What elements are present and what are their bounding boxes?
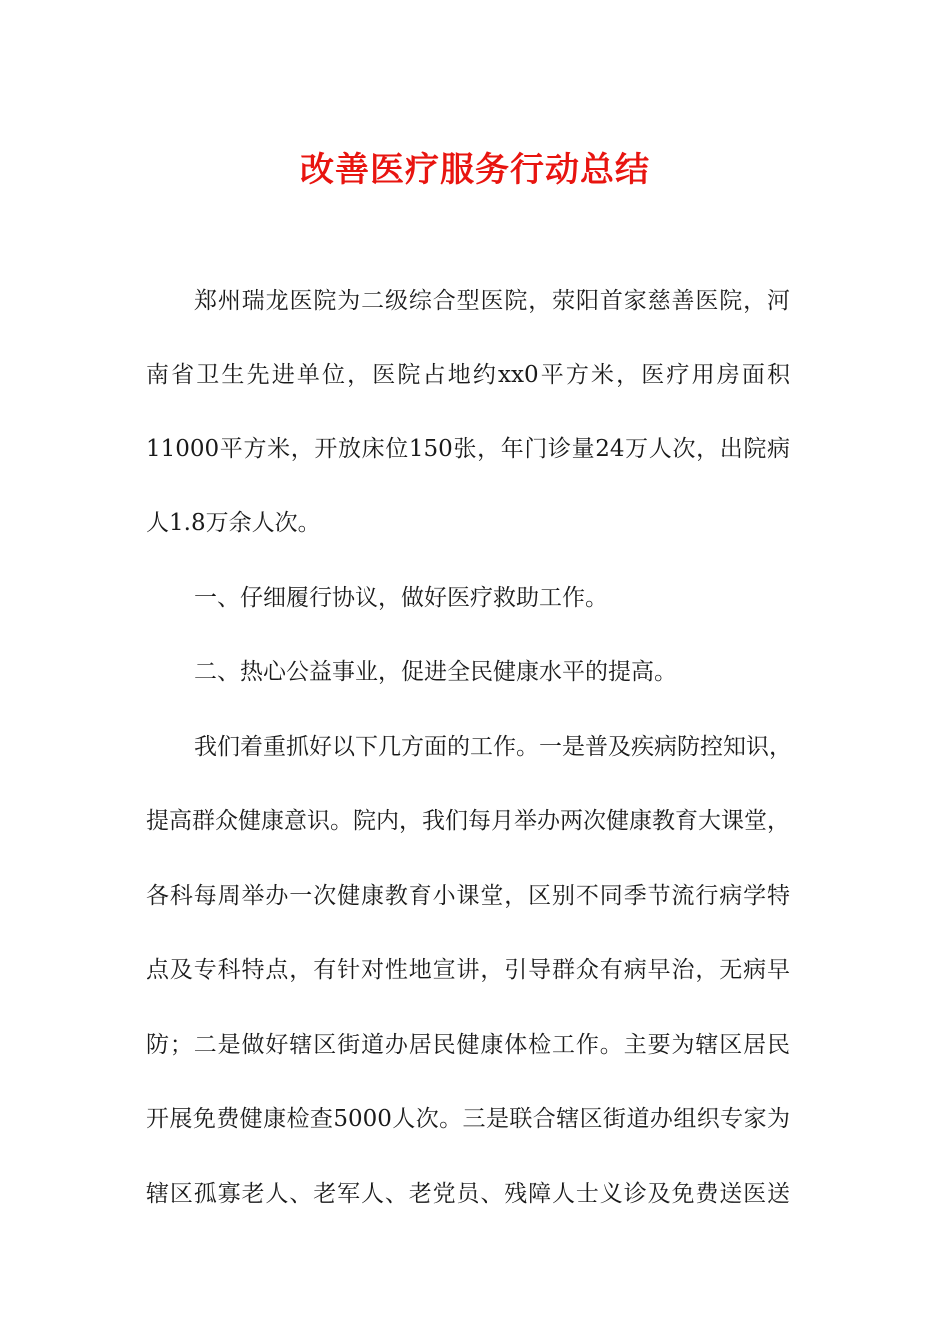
paragraph-line: 提高群众健康意识。院内，我们每月举办两次健康教育大课堂， [146,808,790,834]
paragraph-line: 辖区孤寡老人、老军人、老党员、残障人士义诊及免费送医送 [146,1181,790,1207]
paragraph-line: 点及专科特点，有针对性地宣讲，引导群众有病早治，无病早 [146,957,790,983]
paragraph-line: 人1.8万余人次。 [146,510,321,536]
document-title: 改善医疗服务行动总结 [300,150,650,190]
paragraph-line: 开展免费健康检查5000人次。三是联合辖区街道办组织专家为 [146,1106,790,1132]
paragraph-line: 郑州瑞龙医院为二级综合型医院，荥阳首家慈善医院，河 [194,288,790,314]
paragraph-line: 我们着重抓好以下几方面的工作。一是普及疾病防控知识， [194,734,792,760]
paragraph-line: 各科每周举办一次健康教育小课堂，区别不同季节流行病学特 [146,883,790,909]
section-heading: 二、热心公益事业，促进全民健康水平的提高。 [194,659,677,685]
paragraph-line: 南省卫生先进单位，医院占地约xx0平方米，医疗用房面积 [146,362,790,388]
paragraph-line: 11000平方米，开放床位150张，年门诊量24万人次，出院病 [146,436,790,462]
paragraph-line: 防；二是做好辖区街道办居民健康体检工作。主要为辖区居民 [146,1032,790,1058]
section-heading: 一、仔细履行协议，做好医疗救助工作。 [194,585,608,611]
